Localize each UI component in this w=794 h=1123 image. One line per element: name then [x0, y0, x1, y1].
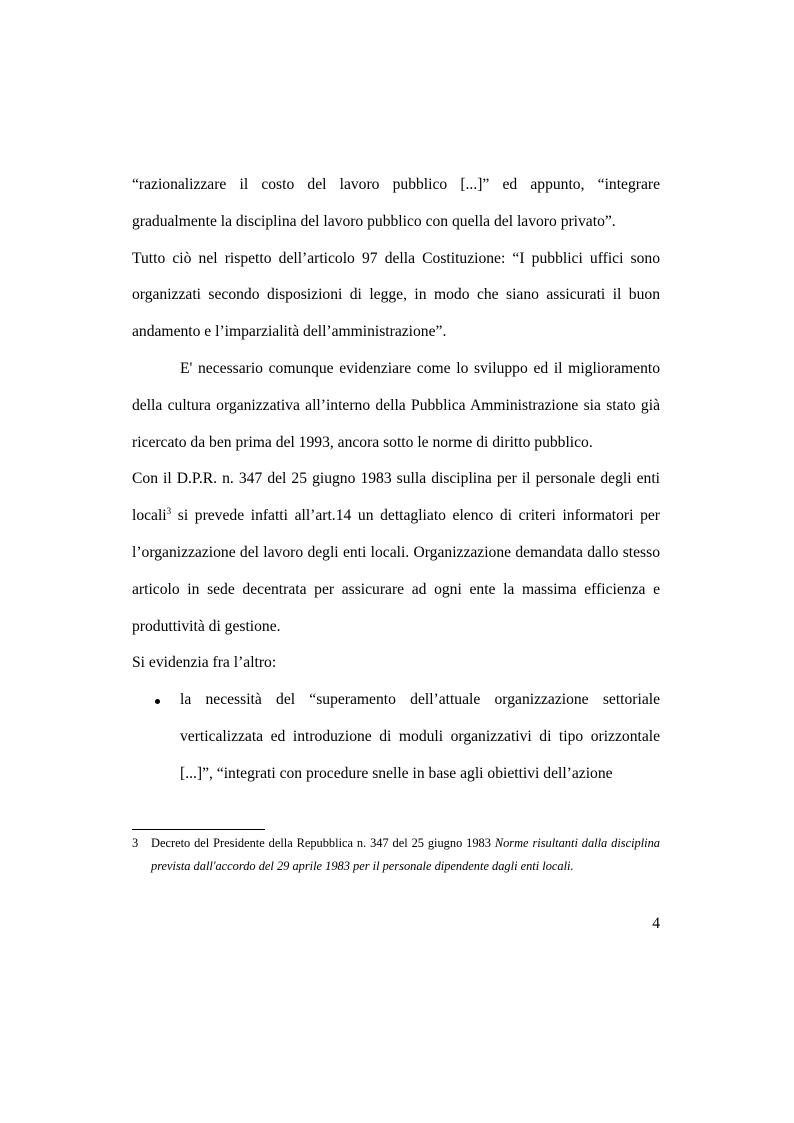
list-item	[132, 682, 660, 792]
footnote-text	[132, 832, 660, 878]
paragraph-5: Si evidenzia fra l’altro:	[132, 654, 277, 672]
bullet-icon	[155, 699, 160, 704]
footnote-separator	[132, 829, 265, 830]
footnote-text-plain: Decreto del Presidente della Repubblica n. 347 del 25 giugno 1983	[151, 836, 495, 850]
page-number: 4	[652, 915, 660, 932]
footnote-reference: 3	[166, 505, 172, 516]
paragraph-2: Tutto ciò nel rispetto dell’articolo 97 della Costituzione: “I pubblici uffici sono organizzati secondo disposizioni di legge, in modo che siano assicurati il buon andamento e l’imparzialità dell’amministrazione”.	[132, 249, 660, 341]
footnote-text-italic: Norme risultanti dalla disciplina prevista dall'accordo del 29 aprile 1983 per il personale dipendente dagli enti locali.	[151, 836, 661, 873]
bullet-list	[132, 682, 660, 792]
footnote-number: 3	[132, 836, 139, 850]
footnote	[132, 832, 660, 878]
body-text	[132, 167, 660, 793]
paragraph-4	[132, 461, 660, 645]
paragraph-4-part-2: si prevede infatti all’art.14 un dettagliato elenco di criteri informatori per l’organizzazione del lavoro degli enti locali. Organizzazione demandata dallo stesso articolo in sede decentrata per assicurare ad ogni ente la massima efficienza e produttività di gestione.	[132, 507, 660, 635]
paragraph-4-part-1: Con il D.P.R. n. 347 del 25 giugno 1983 sulla disciplina per il personale degli enti locali	[132, 470, 660, 525]
paragraph-1: “razionalizzare il costo del lavoro pubblico [...]” ed appunto, “integrare gradualmente la disciplina del lavoro pubblico con quella del lavoro privato”.	[132, 176, 660, 230]
paragraph-3: E' necessario comunque evidenziare come lo sviluppo ed il miglioramento della cultura organizzativa all’interno della Pubblica Amministrazione sia stato già ricercato da ben prima del 1993, ancora sotto le norme di diritto pubblico.	[132, 359, 660, 451]
bullet-text: la necessità del “superamento dell’attuale organizzazione settoriale verticalizzata ed introduzione di moduli organizzativi di tipo orizzontale [...]”, “integrati con procedure snelle in base agli obiettivi dell’azione	[180, 691, 660, 782]
